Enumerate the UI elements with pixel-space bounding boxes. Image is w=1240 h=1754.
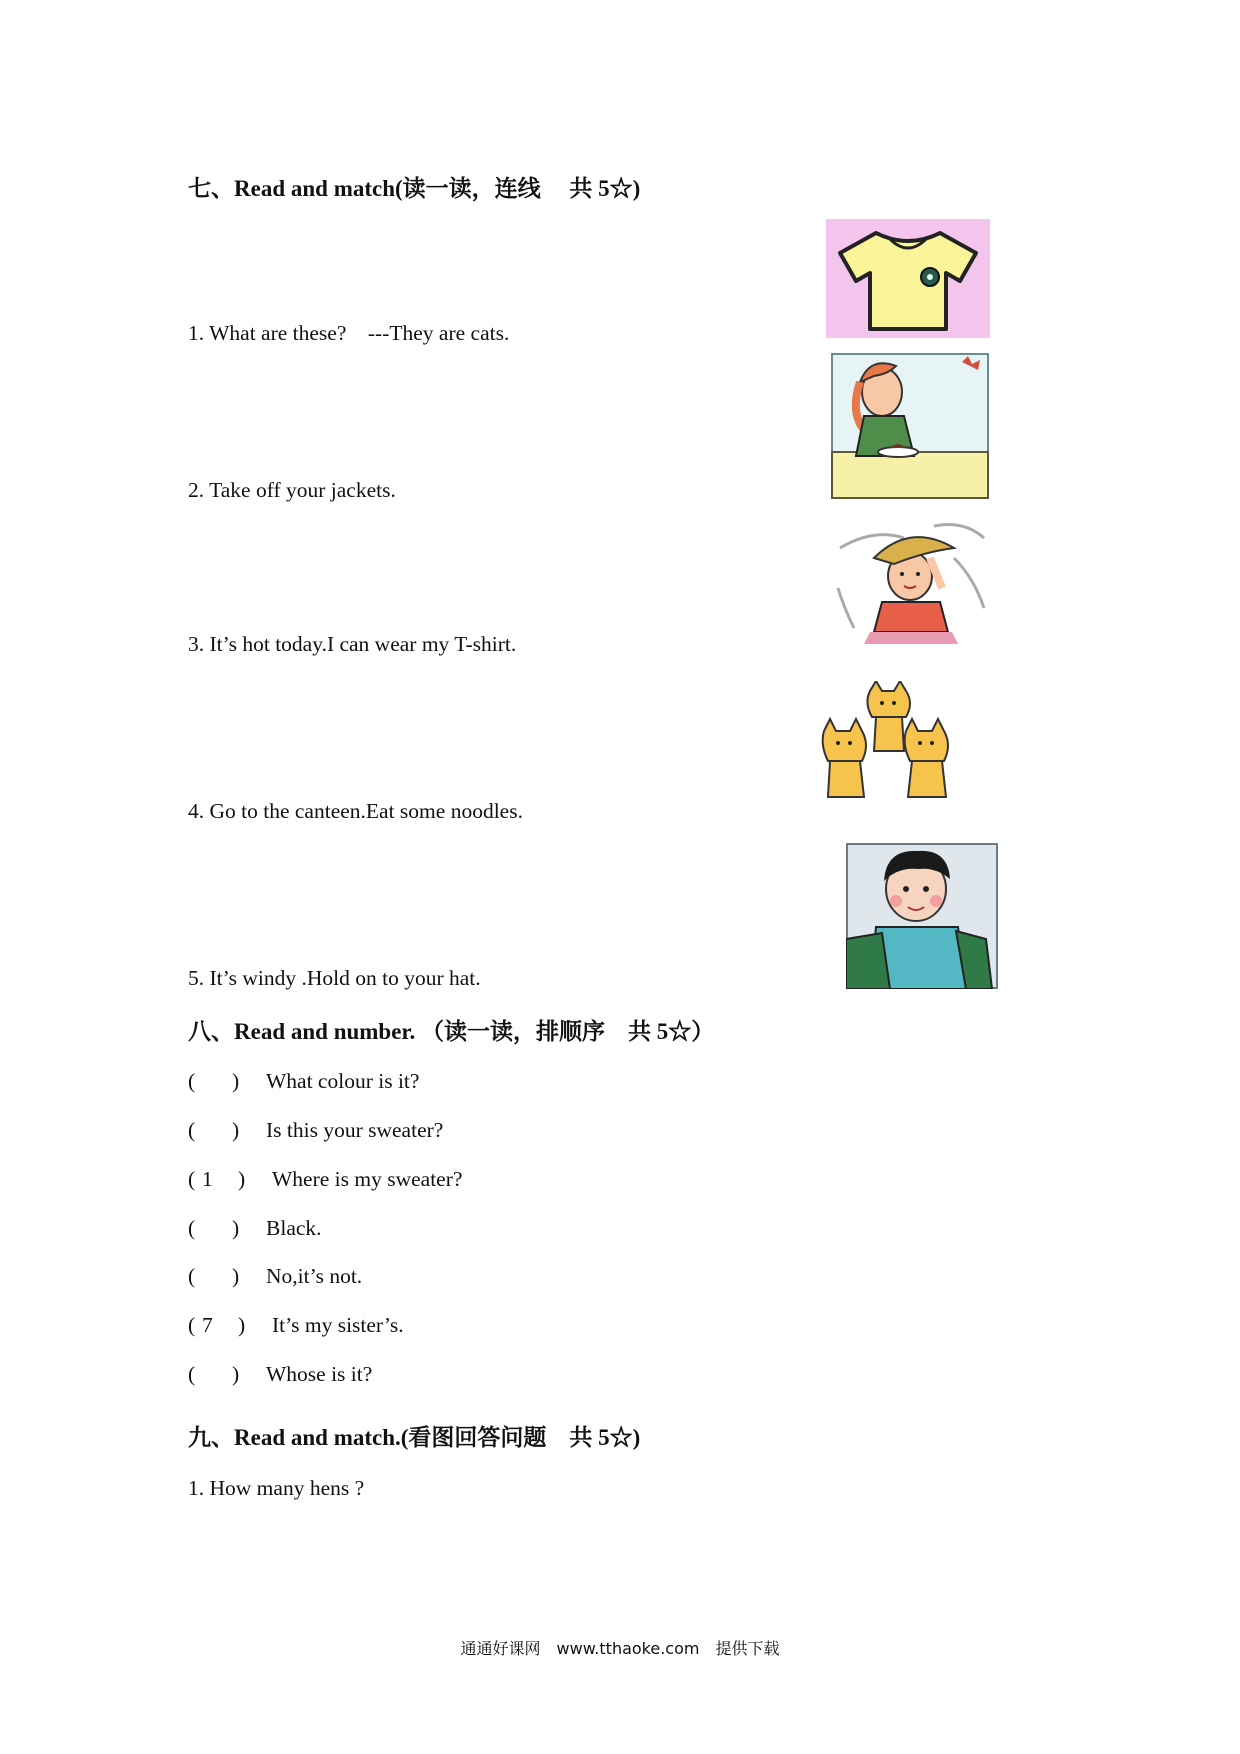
- order-sentence: What colour is it?: [266, 1069, 420, 1093]
- section-7-heading: 七、Read and match(读一读，连线 共 5☆): [188, 176, 641, 201]
- open-paren: (: [188, 1118, 196, 1142]
- match-sentence-5: 5. It’s windy .Hold on to your hat.: [188, 966, 481, 990]
- close-paren: ): [238, 1313, 246, 1337]
- t-shirt-picture: [826, 219, 990, 338]
- section-9-heading: 九、Read and match.(看图回答问题 共 5☆): [188, 1425, 641, 1450]
- boy-taking-off-jacket-picture: [846, 843, 998, 989]
- page-footer: 通通好课网 www.tthaoke.com 提供下载: [460, 1639, 780, 1658]
- close-paren: ): [232, 1216, 240, 1240]
- open-paren: (: [188, 1216, 196, 1240]
- match-sentence-4: 4. Go to the canteen.Eat some noodles.: [188, 799, 523, 823]
- order-sentence: Black.: [266, 1216, 322, 1240]
- open-paren: (: [188, 1362, 196, 1386]
- order-number-blank[interactable]: 1: [202, 1167, 213, 1191]
- girl-eating-picture: [830, 352, 990, 500]
- open-paren: (: [188, 1167, 196, 1191]
- order-number-blank[interactable]: 7: [202, 1313, 213, 1337]
- match-sentence-1: 1. What are these? ---They are cats.: [188, 321, 510, 345]
- match-sentence-2: 2. Take off your jackets.: [188, 478, 396, 502]
- question-1: 1. How many hens ?: [188, 1476, 365, 1500]
- open-paren: (: [188, 1069, 196, 1093]
- open-paren: (: [188, 1313, 196, 1337]
- three-cats-picture: [810, 681, 966, 805]
- match-sentence-3: 3. It’s hot today.I can wear my T-shirt.: [188, 632, 517, 656]
- girl-holding-hat-picture: [834, 518, 988, 644]
- order-sentence: Is this your sweater?: [266, 1118, 444, 1142]
- close-paren: ): [238, 1167, 246, 1191]
- order-sentence: Where is my sweater?: [272, 1167, 463, 1191]
- order-sentence: No,it’s not.: [266, 1264, 363, 1288]
- close-paren: ): [232, 1264, 240, 1288]
- open-paren: (: [188, 1264, 196, 1288]
- section-8-heading: 八、Read and number. （读一读，排顺序 共 5☆）: [188, 1019, 715, 1044]
- order-sentence: Whose is it?: [266, 1362, 373, 1386]
- close-paren: ): [232, 1362, 240, 1386]
- close-paren: ): [232, 1069, 240, 1093]
- close-paren: ): [232, 1118, 240, 1142]
- order-sentence: It’s my sister’s.: [272, 1313, 404, 1337]
